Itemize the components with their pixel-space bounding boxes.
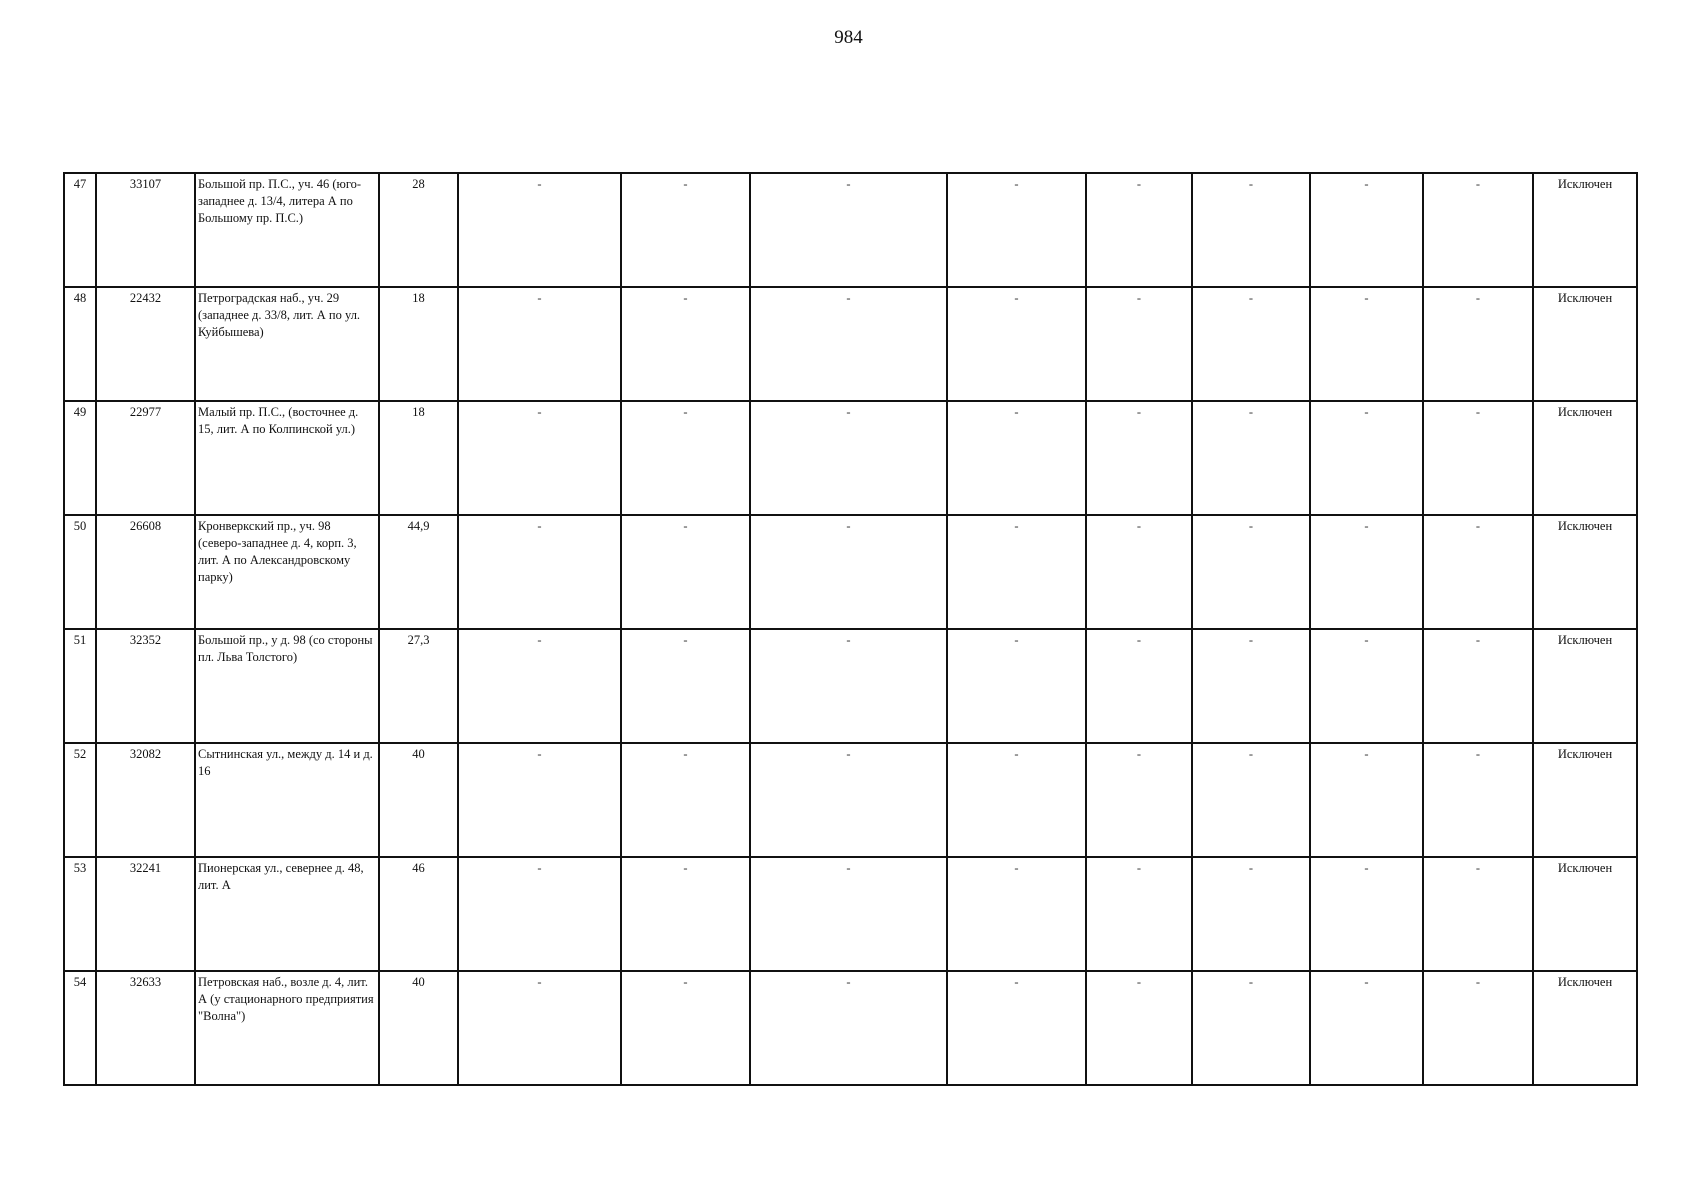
row-number-cell: 54 (64, 971, 96, 1085)
empty-value-cell: - (750, 971, 947, 1085)
empty-value-cell: - (621, 629, 750, 743)
empty-value-cell: - (1310, 515, 1423, 629)
empty-value-cell: - (750, 287, 947, 401)
empty-value-cell: - (621, 401, 750, 515)
address-cell: Пионерская ул., севернее д. 48, лит. А (195, 857, 379, 971)
address-cell: Кронверкский пр., уч. 98 (северо-западнее д. 4, корп. 3, лит. А по Александровскому парку) (195, 515, 379, 629)
empty-value-cell: - (750, 173, 947, 287)
address-cell: Большой пр., у д. 98 (со стороны пл. Льва Толстого) (195, 629, 379, 743)
table-row (64, 971, 1637, 1085)
object-code-cell: 22432 (96, 287, 195, 401)
empty-value-cell: - (1086, 515, 1192, 629)
empty-value-cell: - (1192, 515, 1310, 629)
empty-value-cell: - (1086, 287, 1192, 401)
row-number-cell: 48 (64, 287, 96, 401)
empty-value-cell: - (621, 287, 750, 401)
empty-value-cell: - (1310, 401, 1423, 515)
status-cell: Исключен (1533, 173, 1637, 287)
table-row (64, 287, 1637, 401)
empty-value-cell: - (1310, 629, 1423, 743)
empty-value-cell: - (458, 629, 621, 743)
table-row (64, 743, 1637, 857)
empty-value-cell: - (1086, 401, 1192, 515)
empty-value-cell: - (1192, 857, 1310, 971)
empty-value-cell: - (750, 515, 947, 629)
empty-value-cell: - (1086, 173, 1192, 287)
empty-value-cell: - (947, 173, 1086, 287)
address-cell: Сытнинская ул., между д. 14 и д. 16 (195, 743, 379, 857)
status-cell: Исключен (1533, 743, 1637, 857)
object-code-cell: 26608 (96, 515, 195, 629)
area-cell: 27,3 (379, 629, 458, 743)
status-cell: Исключен (1533, 971, 1637, 1085)
empty-value-cell: - (621, 515, 750, 629)
empty-value-cell: - (621, 971, 750, 1085)
empty-value-cell: - (947, 515, 1086, 629)
empty-value-cell: - (750, 401, 947, 515)
empty-value-cell: - (1086, 857, 1192, 971)
area-cell: 40 (379, 743, 458, 857)
table-row (64, 173, 1637, 287)
registry-table-body (64, 173, 1637, 1085)
area-cell: 28 (379, 173, 458, 287)
address-cell: Петроградская наб., уч. 29 (западнее д. 33/8, лит. А по ул. Куйбышева) (195, 287, 379, 401)
row-number-cell: 51 (64, 629, 96, 743)
empty-value-cell: - (1192, 173, 1310, 287)
empty-value-cell: - (1310, 743, 1423, 857)
empty-value-cell: - (947, 857, 1086, 971)
table-row (64, 629, 1637, 743)
table-row (64, 857, 1637, 971)
empty-value-cell: - (1192, 629, 1310, 743)
empty-value-cell: - (1192, 287, 1310, 401)
empty-value-cell: - (1310, 287, 1423, 401)
empty-value-cell: - (1192, 401, 1310, 515)
empty-value-cell: - (621, 857, 750, 971)
object-code-cell: 33107 (96, 173, 195, 287)
area-cell: 18 (379, 401, 458, 515)
empty-value-cell: - (750, 743, 947, 857)
empty-value-cell: - (1423, 287, 1533, 401)
empty-value-cell: - (947, 743, 1086, 857)
empty-value-cell: - (1192, 743, 1310, 857)
empty-value-cell: - (458, 287, 621, 401)
object-code-cell: 32082 (96, 743, 195, 857)
empty-value-cell: - (621, 173, 750, 287)
empty-value-cell: - (947, 287, 1086, 401)
empty-value-cell: - (1423, 971, 1533, 1085)
empty-value-cell: - (458, 173, 621, 287)
registry-table (63, 172, 1638, 1086)
empty-value-cell: - (1423, 515, 1533, 629)
row-number-cell: 47 (64, 173, 96, 287)
empty-value-cell: - (1086, 971, 1192, 1085)
address-cell: Петровская наб., возле д. 4, лит. А (у стационарного предприятия "Волна") (195, 971, 379, 1085)
empty-value-cell: - (1423, 743, 1533, 857)
empty-value-cell: - (947, 629, 1086, 743)
area-cell: 18 (379, 287, 458, 401)
status-cell: Исключен (1533, 857, 1637, 971)
area-cell: 40 (379, 971, 458, 1085)
status-cell: Исключен (1533, 629, 1637, 743)
empty-value-cell: - (1423, 857, 1533, 971)
empty-value-cell: - (750, 629, 947, 743)
address-cell: Малый пр. П.С., (восточнее д. 15, лит. А по Колпинской ул.) (195, 401, 379, 515)
empty-value-cell: - (1423, 173, 1533, 287)
empty-value-cell: - (1086, 743, 1192, 857)
empty-value-cell: - (1192, 971, 1310, 1085)
row-number-cell: 52 (64, 743, 96, 857)
empty-value-cell: - (1310, 173, 1423, 287)
object-code-cell: 32633 (96, 971, 195, 1085)
page-number: 984 (834, 27, 863, 48)
empty-value-cell: - (947, 401, 1086, 515)
empty-value-cell: - (1310, 971, 1423, 1085)
empty-value-cell: - (458, 971, 621, 1085)
empty-value-cell: - (1423, 401, 1533, 515)
address-cell: Большой пр. П.С., уч. 46 (юго-западнее д. 13/4, литера А по Большому пр. П.С.) (195, 173, 379, 287)
object-code-cell: 32352 (96, 629, 195, 743)
empty-value-cell: - (1310, 857, 1423, 971)
empty-value-cell: - (621, 743, 750, 857)
row-number-cell: 53 (64, 857, 96, 971)
table-row (64, 401, 1637, 515)
status-cell: Исключен (1533, 287, 1637, 401)
empty-value-cell: - (458, 857, 621, 971)
object-code-cell: 22977 (96, 401, 195, 515)
area-cell: 46 (379, 857, 458, 971)
empty-value-cell: - (1086, 629, 1192, 743)
empty-value-cell: - (458, 401, 621, 515)
status-cell: Исключен (1533, 401, 1637, 515)
empty-value-cell: - (458, 743, 621, 857)
row-number-cell: 49 (64, 401, 96, 515)
empty-value-cell: - (458, 515, 621, 629)
status-cell: Исключен (1533, 515, 1637, 629)
area-cell: 44,9 (379, 515, 458, 629)
row-number-cell: 50 (64, 515, 96, 629)
empty-value-cell: - (947, 971, 1086, 1085)
table-row (64, 515, 1637, 629)
empty-value-cell: - (750, 857, 947, 971)
empty-value-cell: - (1423, 629, 1533, 743)
object-code-cell: 32241 (96, 857, 195, 971)
